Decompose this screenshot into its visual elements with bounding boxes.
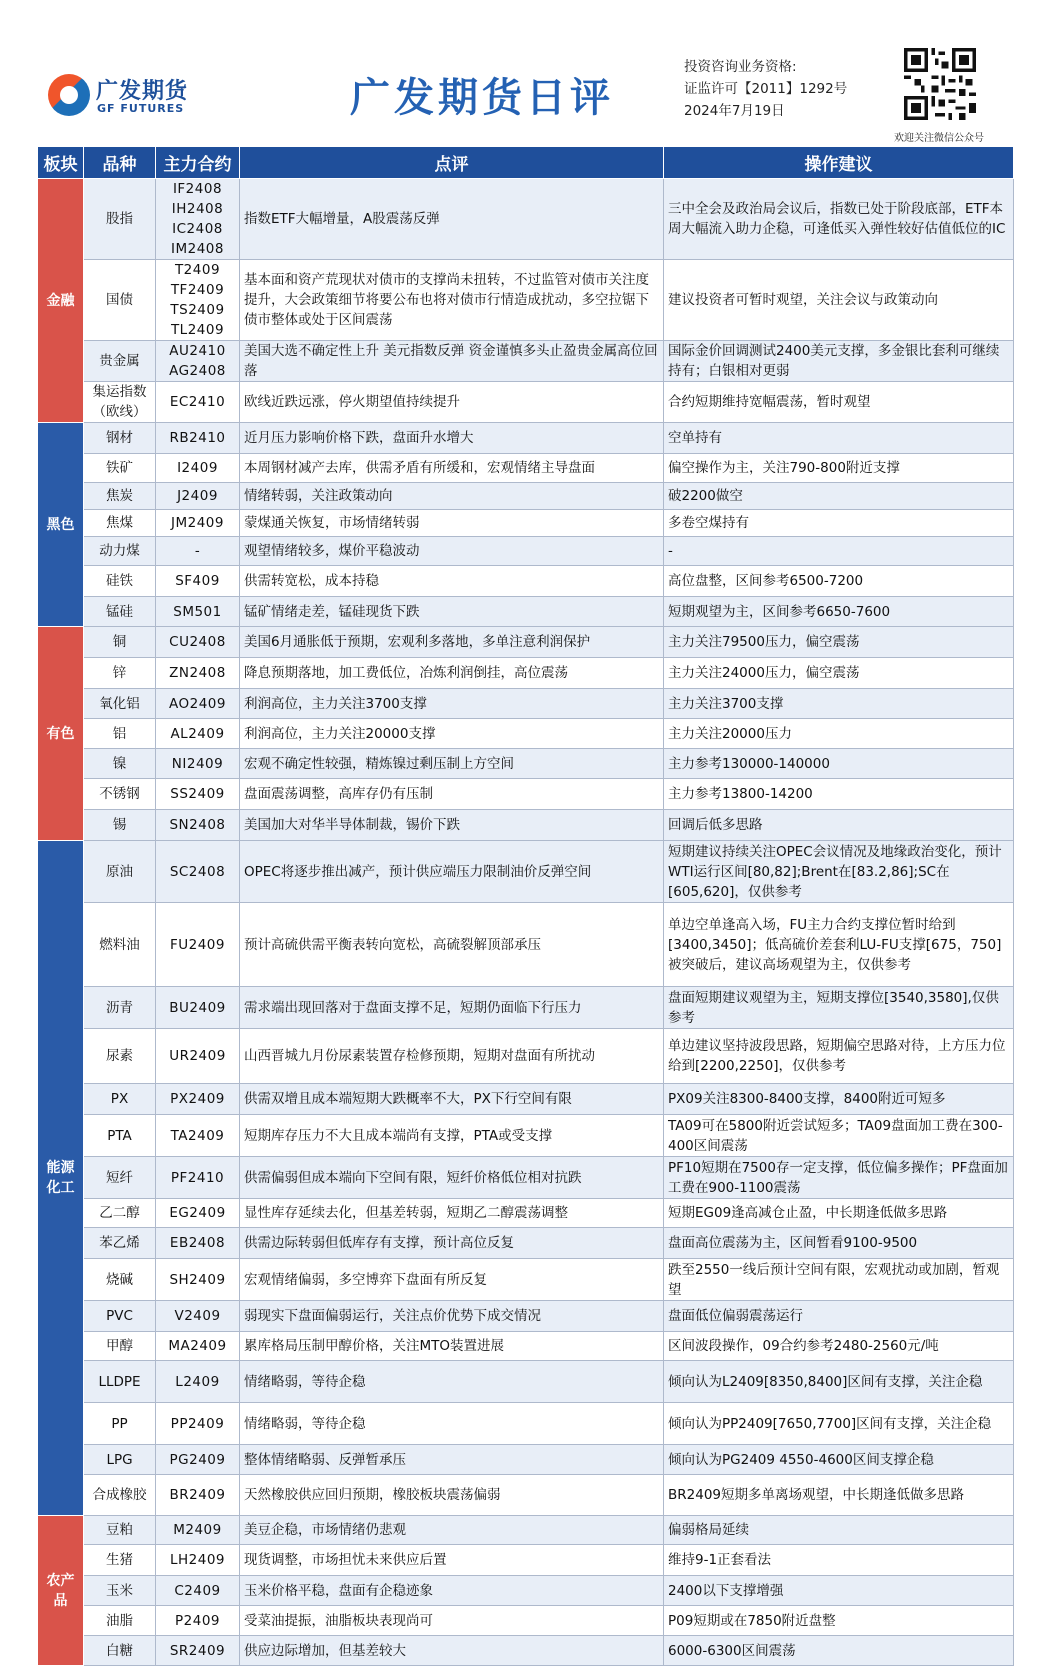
table-row [38, 537, 1014, 566]
variety-cell: 铁矿 [84, 454, 156, 483]
table-row [38, 1259, 1014, 1301]
table-row [38, 1403, 1014, 1445]
variety-cell: 豆粕 [84, 1516, 156, 1545]
advice-cell: 主力关注24000压力，偏空震荡 [664, 658, 1014, 689]
contract-cell: UR2409 [156, 1029, 240, 1084]
comment-cell: 盘面震荡调整，高库存仍有压制 [240, 779, 664, 810]
variety-cell: 乙二醇 [84, 1199, 156, 1228]
variety-cell: 油脂 [84, 1606, 156, 1636]
logo-chinese-name: 广发期货 [96, 79, 189, 104]
table-row [38, 382, 1014, 423]
table-row [38, 1199, 1014, 1228]
advice-cell: TA09可在5800附近尝试短多；TA09盘面加工费在300-400区间震荡 [664, 1115, 1014, 1157]
variety-cell: 锡 [84, 810, 156, 841]
qualification-block [684, 56, 847, 122]
comment-cell: 显性库存延续去化，但基差转弱，短期乙二醇震荡调整 [240, 1199, 664, 1228]
advice-cell: 盘面高位震荡为主，区间暂看9100-9500 [664, 1228, 1014, 1259]
advice-cell: 倾向认为PP2409[7650,7700]区间有支撑，关注企稳 [664, 1403, 1014, 1445]
contract-cell: SF409 [156, 566, 240, 597]
comment-cell: 弱现实下盘面偏弱运行，关注点价优势下成交情况 [240, 1301, 664, 1332]
sector-cell: 农产 品 [38, 1516, 84, 1666]
table-row [38, 1332, 1014, 1361]
comment-cell: 降息预期落地，加工费低位，冶炼利润倒挂，高位震荡 [240, 658, 664, 689]
variety-cell: PTA [84, 1115, 156, 1157]
table-row [38, 1576, 1014, 1606]
advice-cell: 2400以下支撑增强 [664, 1576, 1014, 1606]
sector-cell: 黑色 [38, 423, 84, 627]
advice-cell: 主力参考13800-14200 [664, 779, 1014, 810]
variety-cell: 集运指数（欧线） [84, 382, 156, 423]
contract-cell: SN2408 [156, 810, 240, 841]
contract-cell: LH2409 [156, 1545, 240, 1576]
comment-cell: 观望情绪较多，煤价平稳波动 [240, 537, 664, 566]
contract-cell: EB2408 [156, 1228, 240, 1259]
contract-cell: SM501 [156, 597, 240, 627]
table-row [38, 1361, 1014, 1403]
contract-cell: PG2409 [156, 1445, 240, 1475]
qualification-label: 投资咨询业务资格: [684, 59, 797, 75]
contract-cell: SH2409 [156, 1259, 240, 1301]
comment-cell: 欧线近跌远涨，停火期望值持续提升 [240, 382, 664, 423]
advice-cell: 主力关注20000压力 [664, 719, 1014, 749]
advice-cell: BR2409短期多单离场观望，中长期逢低做多思路 [664, 1475, 1014, 1516]
variety-cell: 焦煤 [84, 510, 156, 537]
advice-cell: 盘面短期建议观望为主，短期支撑位[3540,3580],仅供参考 [664, 987, 1014, 1029]
comment-cell: 供应边际增加，但基差较大 [240, 1636, 664, 1666]
advice-cell: PX09关注8300-8400支撑，8400附近可短多 [664, 1084, 1014, 1115]
comment-cell: 天然橡胶供应回归预期，橡胶板块震荡偏弱 [240, 1475, 664, 1516]
comment-cell: 锰矿情绪走差，锰硅现货下跌 [240, 597, 664, 627]
variety-cell: LPG [84, 1445, 156, 1475]
variety-cell: 贵金属 [84, 341, 156, 382]
comment-cell: 本周钢材减产去库，供需矛盾有所缓和，宏观情绪主导盘面 [240, 454, 664, 483]
contract-cell: AO2409 [156, 689, 240, 719]
comment-cell: 供需双增且成本端短期大跌概率不大，PX下行空间有限 [240, 1084, 664, 1115]
table-row [38, 779, 1014, 810]
sector-cell: 能源 化工 [38, 841, 84, 1516]
advice-cell: 建议投资者可暂时观望，关注会议与政策动向 [664, 260, 1014, 341]
variety-cell: 短纤 [84, 1157, 156, 1199]
comment-cell: 利润高位，主力关注20000支撑 [240, 719, 664, 749]
variety-cell: PP [84, 1403, 156, 1445]
comment-cell: 供需边际转弱但低库存有支撑，预计高位反复 [240, 1228, 664, 1259]
report-date: 2024年7月19日 [684, 103, 785, 119]
contract-cell: EG2409 [156, 1199, 240, 1228]
advice-cell: 合约短期维持宽幅震荡，暂时观望 [664, 382, 1014, 423]
contract-cell: L2409 [156, 1361, 240, 1403]
variety-cell: 烧碱 [84, 1259, 156, 1301]
contract-cell: EC2410 [156, 382, 240, 423]
variety-cell: LLDPE [84, 1361, 156, 1403]
contract-cell: PF2410 [156, 1157, 240, 1199]
variety-cell: 白糖 [84, 1636, 156, 1666]
table-row [38, 454, 1014, 483]
comment-cell: 受菜油提振，油脂板块表现尚可 [240, 1606, 664, 1636]
advice-cell: 6000-6300区间震荡 [664, 1636, 1014, 1666]
contract-cell: IF2408 IH2408 IC2408 IM2408 [156, 179, 240, 260]
contract-cell: JM2409 [156, 510, 240, 537]
contract-cell: RB2410 [156, 423, 240, 454]
advice-cell: - [664, 537, 1014, 566]
comment-cell: 美国6月通胀低于预期，宏观利多落地，多单注意利润保护 [240, 627, 664, 658]
advice-cell: 单边空单逢高入场，FU主力合约支撑位暂时给到[3400,3450]；低高硫价差套利LU-FU支撑[675，750]被突破后，建议高场观望为主，仅供参考 [664, 903, 1014, 987]
col-header-comment: 点评 [240, 147, 664, 179]
contract-cell: CU2408 [156, 627, 240, 658]
comment-cell: 现货调整，市场担忧未来供应后置 [240, 1545, 664, 1576]
logo-english-name: GF FUTURES [97, 102, 185, 115]
advice-cell: P09短期或在7850附近盘整 [664, 1606, 1014, 1636]
table-header-row [38, 147, 1014, 179]
company-logo [48, 74, 208, 120]
advice-cell: 偏弱格局延续 [664, 1516, 1014, 1545]
advice-cell: 短期EG09逢高减仓止盈，中长期逢低做多思路 [664, 1199, 1014, 1228]
contract-cell: P2409 [156, 1606, 240, 1636]
table-row [38, 597, 1014, 627]
advice-cell: 倾向认为L2409[8350,8400]区间有支撑，关注企稳 [664, 1361, 1014, 1403]
variety-cell: 国债 [84, 260, 156, 341]
advice-cell: 短期观望为主，区间参考6650-7600 [664, 597, 1014, 627]
comment-cell: OPEC将逐步推出减产，预计供应端压力限制油价反弹空间 [240, 841, 664, 903]
advice-cell: 区间波段操作，09合约参考2480-2560元/吨 [664, 1332, 1014, 1361]
advice-cell: 多卷空煤持有 [664, 510, 1014, 537]
contract-cell: I2409 [156, 454, 240, 483]
col-header-variety: 品种 [84, 147, 156, 179]
variety-cell: 甲醇 [84, 1332, 156, 1361]
advice-cell: 回调后低多思路 [664, 810, 1014, 841]
table-row [38, 1445, 1014, 1475]
variety-cell: 沥青 [84, 987, 156, 1029]
contract-cell: BU2409 [156, 987, 240, 1029]
report-header [0, 0, 1050, 145]
contract-cell: PP2409 [156, 1403, 240, 1445]
comment-cell: 宏观不确定性较强，精炼镍过剩压制上方空间 [240, 749, 664, 779]
variety-cell: 尿素 [84, 1029, 156, 1084]
variety-cell: 铝 [84, 719, 156, 749]
comment-cell: 短期库存压力不大且成本端尚有支撑，PTA或受支撑 [240, 1115, 664, 1157]
variety-cell: 钢材 [84, 423, 156, 454]
sector-cell: 有色 [38, 627, 84, 841]
table-row [38, 841, 1014, 903]
table-row [38, 423, 1014, 454]
table-row [38, 1228, 1014, 1259]
table-row [38, 1475, 1014, 1516]
contract-cell: - [156, 537, 240, 566]
comment-cell: 利润高位，主力关注3700支撑 [240, 689, 664, 719]
comment-cell: 近月压力影响价格下跌，盘面升水增大 [240, 423, 664, 454]
advice-cell: 倾向认为PG2409 4550-4600区间支撑企稳 [664, 1445, 1014, 1475]
variety-cell: PVC [84, 1301, 156, 1332]
variety-cell: 氧化铝 [84, 689, 156, 719]
comment-cell: 情绪略弱，等待企稳 [240, 1403, 664, 1445]
table-row [38, 1084, 1014, 1115]
contract-cell: NI2409 [156, 749, 240, 779]
table-row [38, 566, 1014, 597]
table-row [38, 510, 1014, 537]
comment-cell: 整体情绪略弱、反弹暂承压 [240, 1445, 664, 1475]
comment-cell: 蒙煤通关恢复，市场情绪转弱 [240, 510, 664, 537]
table-row [38, 1301, 1014, 1332]
comment-cell: 基本面和资产荒现状对债市的支撑尚未扭转，不过监管对债市关注度提升，大会政策细节将要公布也将对债市行情造成扰动，多空拉锯下债市整体或处于区间震荡 [240, 260, 664, 341]
variety-cell: 不锈钢 [84, 779, 156, 810]
contract-cell: TA2409 [156, 1115, 240, 1157]
variety-cell: 锌 [84, 658, 156, 689]
contract-cell: ZN2408 [156, 658, 240, 689]
table-row [38, 1545, 1014, 1576]
variety-cell: 生猪 [84, 1545, 156, 1576]
comment-cell: 指数ETF大幅增量，A股震荡反弹 [240, 179, 664, 260]
table-row [38, 179, 1014, 260]
comment-cell: 供需偏弱但成本端向下空间有限，短纤价格低位相对抗跌 [240, 1157, 664, 1199]
table-row [38, 1606, 1014, 1636]
advice-cell: 空单持有 [664, 423, 1014, 454]
table-row [38, 1029, 1014, 1084]
table-row [38, 1516, 1014, 1545]
contract-cell: FU2409 [156, 903, 240, 987]
advice-cell: 主力关注3700支撑 [664, 689, 1014, 719]
col-header-contract: 主力合约 [156, 147, 240, 179]
sector-cell: 金融 [38, 179, 84, 423]
advice-cell: 短期建议持续关注OPEC会议情况及地缘政治变化，预计WTI运行区间[80,82];Brent在[83.2,86];SC在[605,620]，仅供参考 [664, 841, 1014, 903]
advice-cell: PF10短期在7500存一定支撑，低位偏多操作；PF盘面加工费在900-1100震荡 [664, 1157, 1014, 1199]
table-row [38, 341, 1014, 382]
comment-cell: 美国大选不确定性上升 美元指数反弹 资金谨慎多头止盈贵金属高位回落 [240, 341, 664, 382]
comment-cell: 美豆企稳，市场情绪仍悲观 [240, 1516, 664, 1545]
comment-cell: 情绪转弱，关注政策动向 [240, 483, 664, 510]
advice-cell: 跌至2550一线后预计空间有限，宏观扰动或加剧，暂观望 [664, 1259, 1014, 1301]
comment-cell: 宏观情绪偏弱，多空博弈下盘面有所反复 [240, 1259, 664, 1301]
comment-cell: 预计高硫供需平衡表转向宽松，高硫裂解顶部承压 [240, 903, 664, 987]
contract-cell: M2409 [156, 1516, 240, 1545]
contract-cell: BR2409 [156, 1475, 240, 1516]
report-title: 广发期货日评 [350, 75, 614, 121]
variety-cell: 合成橡胶 [84, 1475, 156, 1516]
table-row [38, 658, 1014, 689]
advice-cell: 盘面低位偏弱震荡运行 [664, 1301, 1014, 1332]
contract-cell: AL2409 [156, 719, 240, 749]
contract-cell: SR2409 [156, 1636, 240, 1666]
contract-cell: SS2409 [156, 779, 240, 810]
advice-cell: 破2200做空 [664, 483, 1014, 510]
comment-cell: 需求端出现回落对于盘面支撑不足，短期仍面临下行压力 [240, 987, 664, 1029]
advice-cell: 主力关注79500压力，偏空震荡 [664, 627, 1014, 658]
advice-cell: 维持9-1正套看法 [664, 1545, 1014, 1576]
table-row [38, 260, 1014, 341]
comment-cell: 玉米价格平稳，盘面有企稳迹象 [240, 1576, 664, 1606]
contract-cell: T2409 TF2409 TS2409 TL2409 [156, 260, 240, 341]
advice-cell: 偏空操作为主，关注790-800附近支撑 [664, 454, 1014, 483]
comment-cell: 美国加大对华半导体制裁，锡价下跌 [240, 810, 664, 841]
advice-cell: 国际金价回调测试2400美元支撑，多金银比套利可继续持有；白银相对更弱 [664, 341, 1014, 382]
contract-cell: AU2410 AG2408 [156, 341, 240, 382]
variety-cell: 锰硅 [84, 597, 156, 627]
contract-cell: C2409 [156, 1576, 240, 1606]
comment-cell: 累库格局压制甲醇价格，关注MTO装置进展 [240, 1332, 664, 1361]
advice-cell: 三中全会及政治局会议后，指数已处于阶段底部，ETF本周大幅流入助力企稳，可逢低买入弹性较好估值低位的IC [664, 179, 1014, 260]
variety-cell: 玉米 [84, 1576, 156, 1606]
table-row [38, 1636, 1014, 1666]
contract-cell: V2409 [156, 1301, 240, 1332]
table-row [38, 719, 1014, 749]
variety-cell: 燃料油 [84, 903, 156, 987]
qr-code-icon [904, 48, 976, 120]
advice-cell: 主力参考130000-140000 [664, 749, 1014, 779]
table-row [38, 810, 1014, 841]
license-number: 证监许可【2011】1292号 [684, 81, 848, 97]
col-header-sector: 板块 [38, 147, 84, 179]
variety-cell: 股指 [84, 179, 156, 260]
table-row [38, 1157, 1014, 1199]
variety-cell: 铜 [84, 627, 156, 658]
variety-cell: 苯乙烯 [84, 1228, 156, 1259]
variety-cell: PX [84, 1084, 156, 1115]
daily-review-table [37, 146, 1013, 1666]
col-header-advice: 操作建议 [664, 147, 1014, 179]
advice-cell: 高位盘整，区间参考6500-7200 [664, 566, 1014, 597]
table-row [38, 987, 1014, 1029]
comment-cell: 供需转宽松，成本持稳 [240, 566, 664, 597]
table-row [38, 627, 1014, 658]
contract-cell: SC2408 [156, 841, 240, 903]
table-row [38, 749, 1014, 779]
variety-cell: 镍 [84, 749, 156, 779]
comment-cell: 情绪略弱，等待企稳 [240, 1361, 664, 1403]
variety-cell: 焦炭 [84, 483, 156, 510]
table-row [38, 689, 1014, 719]
table-row [38, 903, 1014, 987]
table-row [38, 483, 1014, 510]
table-row [38, 1115, 1014, 1157]
advice-cell: 单边建议坚持波段思路，短期偏空思路对待，上方压力位给到[2200,2250]，仅供参考 [664, 1029, 1014, 1084]
contract-cell: J2409 [156, 483, 240, 510]
qr-caption: 欢迎关注微信公众号 [894, 133, 984, 144]
contract-cell: PX2409 [156, 1084, 240, 1115]
comment-cell: 山西晋城九月份尿素装置存检修预期，短期对盘面有所扰动 [240, 1029, 664, 1084]
variety-cell: 动力煤 [84, 537, 156, 566]
gf-logo-icon [48, 74, 90, 116]
variety-cell: 原油 [84, 841, 156, 903]
variety-cell: 硅铁 [84, 566, 156, 597]
contract-cell: MA2409 [156, 1332, 240, 1361]
